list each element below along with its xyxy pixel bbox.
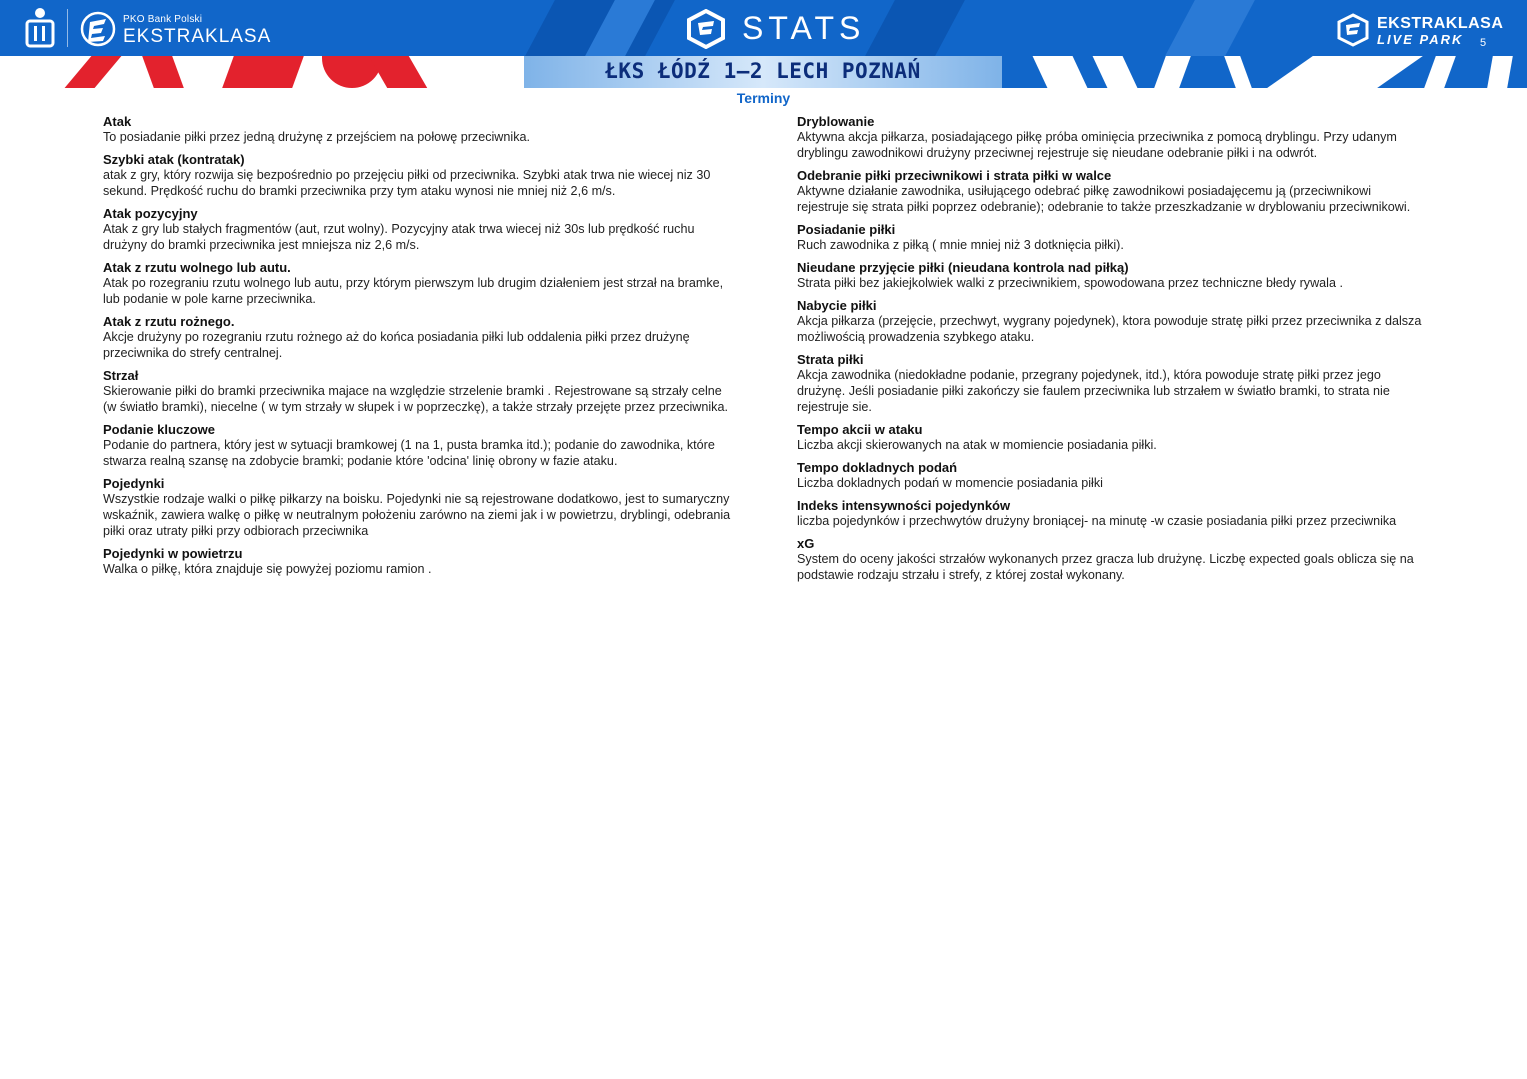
header-bar <box>0 0 1527 56</box>
terms-column-right <box>797 114 1425 590</box>
term-entry <box>797 260 1425 291</box>
red-decoration <box>142 56 184 88</box>
term-name: Atak pozycyjny <box>103 206 198 221</box>
term-entry <box>797 298 1425 345</box>
term-name: Posiadanie piłki <box>797 222 896 237</box>
term-definition: Atak po rozegraniu rzutu wolnego lub autu, przy którym pierwszym lub drugim działeniem jest strzał na bramke, lub podanie w pole karne przeciwnika. <box>103 276 724 306</box>
term-name: Podanie kluczowe <box>103 422 215 437</box>
term-name: Dryblowanie <box>797 114 875 129</box>
term-definition: Akcje drużyny po rozegraniu rzutu rożnego aż do końca posiadania piłki lub oddalenia piłki przez drużynę przeciwnika do strefy centralnej. <box>103 330 690 360</box>
term-definition: Wszystkie rodzaje walki o piłkę piłkarzy na boisku. Pojedynki nie są rejestrowane dodatkowo, jest to sumaryczny wskaźnik, zawiera walkę o piłkę w neutralnym położeniu zarówno na ziemi jak i w powietrzu, dryblingi, odebrania piłki oraz utraty piłki przy odbiorach przeciwnika <box>103 492 731 538</box>
term-name: Pojedynki <box>103 476 165 491</box>
term-entry <box>103 152 733 199</box>
term-entry <box>797 222 1425 253</box>
term-entry <box>797 536 1425 583</box>
header-stripe <box>865 0 965 56</box>
term-entry <box>103 260 733 307</box>
term-definition: Akcja zawodnika (niedokładne podanie, przegrany pojedynek, itd.), która powoduje stratę piłki przez jego drużynę. Jeśli posiadanie piłki zakończy sie faulem przeciwnika lub strzałem w światło bramki, to strata nie rejestruje sie. <box>797 368 1390 414</box>
app-title: STATS <box>742 10 866 46</box>
section-title: Terminy <box>736 90 791 106</box>
term-name: Nabycie piłki <box>797 298 877 313</box>
bank-name: PKO Bank Polski <box>123 14 203 25</box>
term-definition: liczba pojedynków i przechwytów drużyny broniącej- na minutę -w czasie posiadania piłki przez przeciwnika <box>797 514 1397 528</box>
term-name: Szybki atak (kontratak) <box>103 152 245 167</box>
term-definition: System do oceny jakości strzałów wykonanych przez gracza lub drużynę. Liczbę expected goals oblicza się na podstawie rodzaju strzału i strefy, z której został wykonany. <box>797 552 1414 582</box>
page-number: 5 <box>1480 37 1487 49</box>
term-entry <box>103 314 733 361</box>
live-park-brand-top: EKSTRAKLASA <box>1377 15 1504 32</box>
term-definition: Skierowanie piłki do bramki przeciwnika majace na względzie strzelenie bramki . Rejestrowane są strzały celne (w światło bramki), niecelne ( w tym strzały w słupek i w poprzeczkę), a także strzały przejęte przez przeciwnika. <box>103 384 728 414</box>
term-entry <box>103 206 733 253</box>
term-definition: To posiadanie piłki przez jedną drużynę z przejściem na połowę przeciwnika. <box>103 130 531 144</box>
term-entry <box>103 422 733 469</box>
term-name: Atak <box>103 114 132 129</box>
term-entry <box>797 168 1425 215</box>
term-entry <box>103 476 733 539</box>
term-entry <box>103 114 733 145</box>
term-definition: Liczba akcji skierowanych na atak w momiencie posiadania piłki. <box>797 438 1157 452</box>
term-name: Pojedynki w powietrzu <box>103 546 243 561</box>
term-entry <box>103 368 733 415</box>
league-name: EKSTRAKLASA <box>123 26 272 47</box>
term-definition: Ruch zawodnika z piłką ( mnie mniej niż 3 dotknięcia piłki). <box>797 238 1124 252</box>
term-entry <box>103 546 733 577</box>
term-name: Atak z rzutu wolnego lub autu. <box>103 260 291 275</box>
term-definition: Atak z gry lub stałych fragmentów (aut, rzut wolny). Pozycyjny atak trwa wiecej niż 30s lub prędkość ruchu drużyny do bramki przeciwnika jest mniejsza niz 2,6 m/s. <box>103 222 695 252</box>
live-park-brand-bottom: LIVE PARK <box>1377 32 1464 47</box>
logo-separator <box>67 9 68 47</box>
term-definition: Walka o piłkę, która znajduje się powyżej poziomu ramion . <box>103 562 432 576</box>
red-decoration <box>65 56 122 88</box>
header-stripe <box>1165 0 1255 56</box>
match-title: ŁKS ŁÓDŹ 1–2 LECH POZNAŃ <box>605 59 921 83</box>
term-definition: Podanie do partnera, który jest w sytuacji bramkowej (1 na 1, pusta bramka itd.); podanie do zawodnika, które stwarza realną szansę na zdobycie bramki; podanie które 'odcina' linię obrony w fazie ataku. <box>103 438 715 468</box>
term-definition: Aktywne działanie zawodnika, usiłującego odebrać piłkę zawodnikowi posiadajęcemu ją (przeciwnikowi rejestruje się strata piłki poprzez odebranie); odebranie to także przeszkadzanie w dryblowaniu przeciwnikowi. <box>797 184 1411 214</box>
term-name: Indeks intensywności pojedynków <box>797 498 1011 513</box>
term-name: Odebranie piłki przeciwnikowi i strata piłki w walce <box>797 168 1112 183</box>
term-entry <box>797 352 1425 415</box>
term-name: Strzał <box>103 368 139 383</box>
term-entry <box>797 422 1425 453</box>
term-entry <box>797 460 1425 491</box>
term-name: Tempo dokladnych podań <box>797 460 958 475</box>
term-definition: atak z gry, który rozwija się bezpośrednio po przejęciu piłki od przeciwnika. Szybki atak trwa nie wiecej niz 30 sekund. Prędkość ruchu do bramki przeciwnika przy tym ataku wynosi nie mniej niż 2,6 m/s. <box>103 168 711 198</box>
red-decoration <box>222 56 304 88</box>
term-name: Tempo akcii w ataku <box>797 422 923 437</box>
term-definition: Strata piłki bez jakiejkolwiek walki z przeciwnikiem, spowodowana przez techniczne błedy rywala . <box>797 276 1343 290</box>
term-name: Strata piłki <box>797 352 864 367</box>
term-definition: Liczba dokladnych podań w momencie posiadania piłki <box>797 476 1103 490</box>
red-decoration <box>369 56 427 88</box>
term-entry <box>797 114 1425 161</box>
pko-logo-icon <box>22 6 58 48</box>
ekstraklasa-badge-icon <box>80 10 116 48</box>
terms-column-left <box>103 114 733 584</box>
live-park-logo-icon <box>1336 13 1370 47</box>
stats-logo-icon <box>686 9 726 49</box>
term-name: xG <box>797 536 815 551</box>
term-name: Atak z rzutu rożnego. <box>103 314 235 329</box>
term-name: Nieudane przyjęcie piłki (nieudana kontrola nad piłką) <box>797 260 1129 275</box>
term-entry <box>797 498 1425 529</box>
term-definition: Akcja piłkarza (przejęcie, przechwyt, wygrany pojedynek), ktora powoduje stratę piłki przez przeciwnika z dalsza możliwością prowadzenia szybkego ataku. <box>797 314 1422 344</box>
term-definition: Aktywna akcja piłkarza, posiadającego piłkę próba ominięcia przeciwnika z pomocą dryblingu. Przy udanym dryblingu zawodnikowi drużyny przeciwnej rejestruje się nieudane odebranie piłki i na odwrót. <box>797 130 1397 160</box>
